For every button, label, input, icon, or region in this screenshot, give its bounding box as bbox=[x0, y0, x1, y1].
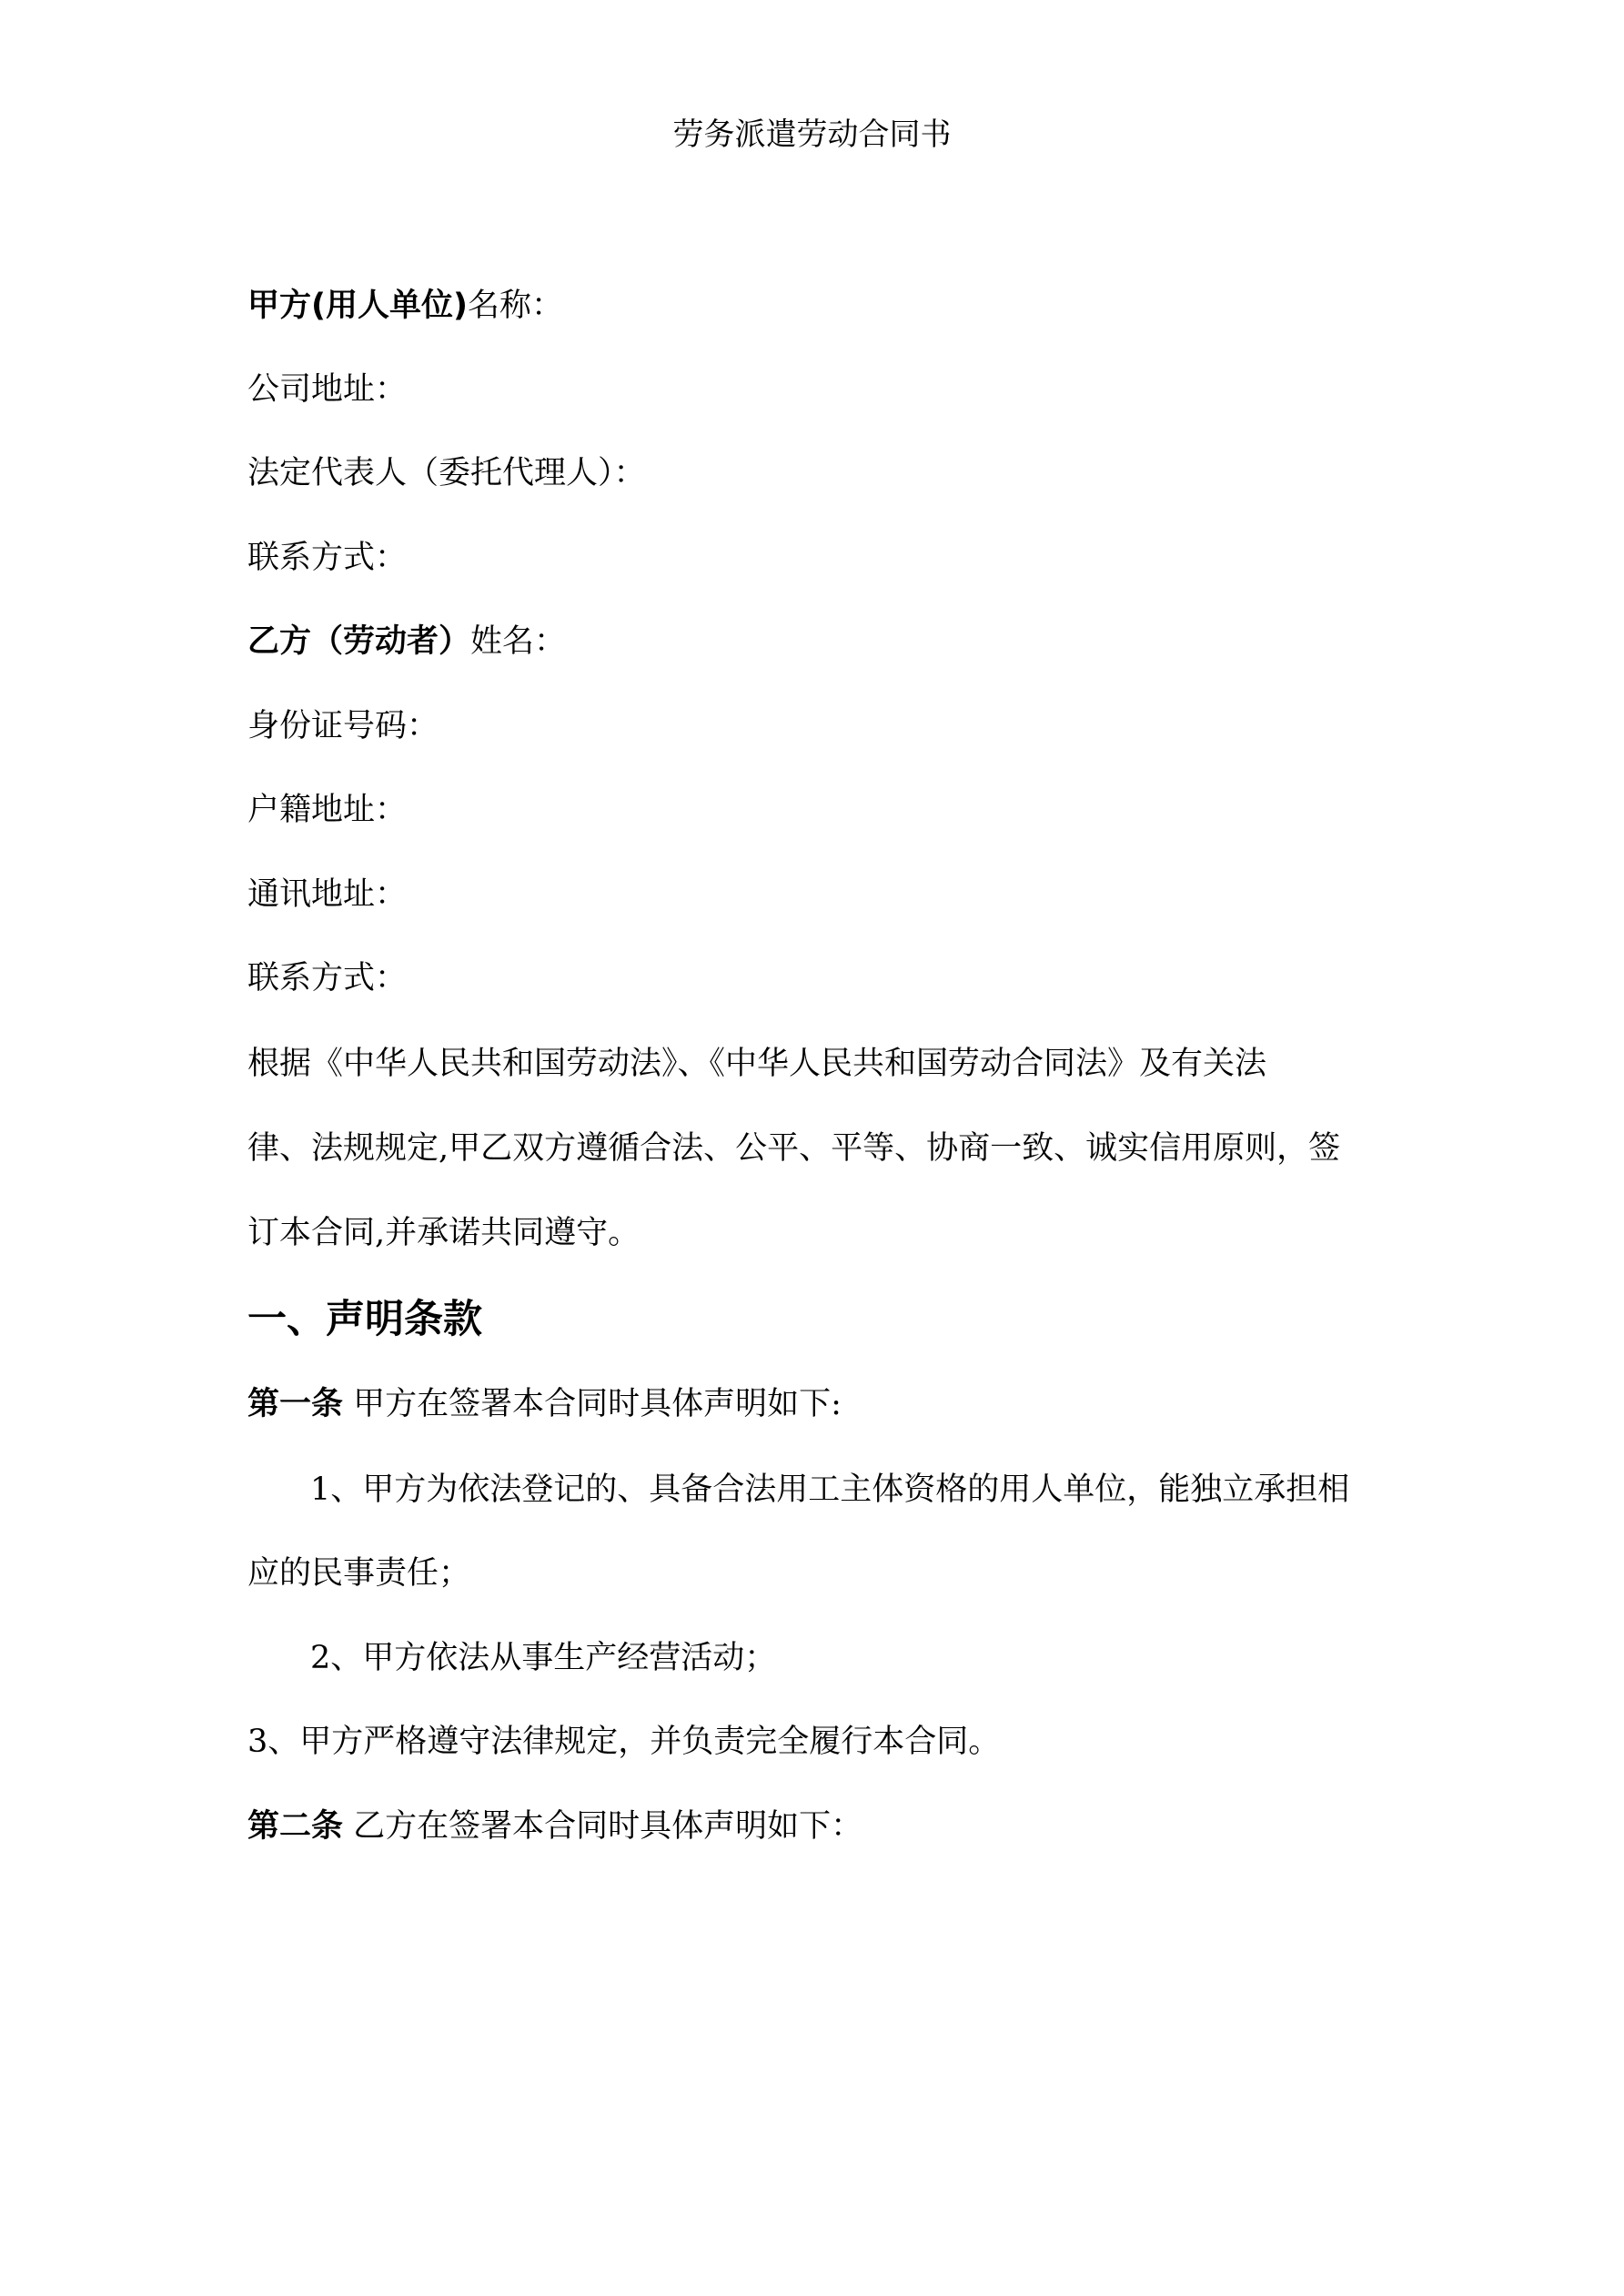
preamble-line-2: 律、法规规定,甲乙双方遵循合法、公平、平等、协商一致、诚实信用原则，签 bbox=[247, 1130, 1341, 1167]
party-a-address-line: 公司地址： bbox=[247, 371, 408, 408]
article-1-item-3: 3、甲方严格遵守法律规定，并负责完全履行本合同。 bbox=[247, 1724, 1001, 1760]
article-1-item-2: 2、甲方依法从事生产经营活动； bbox=[310, 1640, 777, 1676]
article-1-label: 第一条 bbox=[247, 1386, 344, 1422]
party-a-name-line bbox=[247, 286, 563, 326]
preamble-line-3: 订本合同,并承诺共同遵守。 bbox=[247, 1215, 641, 1251]
article-2-text: 乙方在签署本合同时具体声明如下： bbox=[353, 1808, 863, 1845]
party-b-name-line bbox=[247, 622, 566, 662]
party-b-household-address-line: 户籍地址： bbox=[247, 792, 408, 828]
party-b-id-line: 身份证号码： bbox=[247, 708, 439, 744]
party-a-representative-line: 法定代表人（委托代理人）： bbox=[247, 455, 646, 491]
section-1-heading: 一、声明条款 bbox=[247, 1297, 482, 1342]
party-b-mailing-address-line: 通讯地址： bbox=[247, 876, 408, 913]
party-a-label: 甲方(用人单位) bbox=[247, 288, 468, 324]
article-1-line bbox=[247, 1384, 842, 1424]
article-1-item-1-line-2: 应的民事责任； bbox=[247, 1555, 471, 1592]
preamble-line-1: 根据《中华人民共和国劳动法》、《中华人民共和国劳动合同法》及有关法 bbox=[247, 1046, 1267, 1082]
article-1-text: 甲方在签署本合同时具体声明如下: bbox=[353, 1386, 842, 1422]
party-b-contact-line: 联系方式： bbox=[247, 960, 408, 996]
article-2-label: 第二条 bbox=[247, 1808, 344, 1845]
party-a-contact-line: 联系方式： bbox=[247, 540, 408, 576]
document-title: 劳务派遣劳动合同书 bbox=[672, 116, 952, 153]
article-2-line bbox=[247, 1806, 862, 1846]
party-b-label: 乙方（劳动者） bbox=[247, 623, 471, 660]
party-a-name-label: 名称： bbox=[468, 288, 564, 324]
article-1-item-1-line-1: 1、甲方为依法登记的、具备合法用工主体资格的用人单位，能独立承担相 bbox=[310, 1472, 1350, 1508]
party-b-name-label: 姓名： bbox=[470, 623, 567, 660]
